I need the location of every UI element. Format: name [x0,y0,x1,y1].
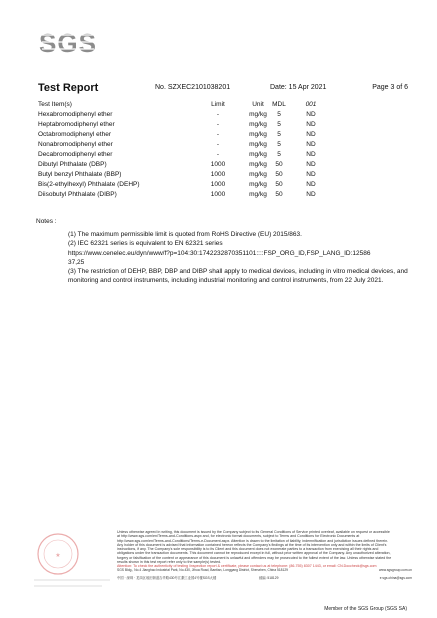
note-1: (1) The maximum permissible limit is quoted from RoHS Directive (EU) 2015/863. [68,231,302,238]
cell-limit: - [216,131,220,138]
address-line-cn [117,574,412,582]
cell-limit: 1000 [210,161,226,168]
website-link[interactable]: www.sgsgroup.com.cn [379,568,412,572]
cell-limit: 1000 [210,191,226,198]
footer-disclaimer [117,530,393,569]
address-cn: 中国 · 深圳 · 龙岗区坂田街道吉华路430号江灏工业园4号楼SGS大楼 [117,576,217,580]
table-row [38,170,368,180]
cell-limit: 1000 [210,181,226,188]
svg-text:★: ★ [55,552,61,559]
cell-unit: mg/kg [249,111,267,118]
note-2-url[interactable]: https://www.cenelec.eu/dyn/www/f?p=104:30:1742232870351101::::FSP_ORG_ID,FSP_LANG_ID:12586 [68,249,371,257]
seal-area [32,528,112,598]
cell-item: Heptabromodiphenyl ether [38,121,115,128]
sgs-logo [38,22,98,66]
cell-item: Nonabromodiphenyl ether [38,141,113,148]
cell-item: Butyl benzyl Phthalate (BBP) [38,171,122,178]
cell-limit: - [216,151,220,158]
cell-item: Diisobutyl Phthalate (DIBP) [38,191,117,198]
table-row [38,150,368,160]
cell-mdl: 5 [277,131,281,138]
cell-item: Bis(2-ethylhexyl) Phthalate (DEHP) [38,181,140,188]
report-number: No. SZXEC2101038201 [155,84,231,91]
cell-limit: - [216,121,220,128]
cell-mdl: 50 [275,191,283,198]
table-row [38,190,368,200]
table-row [38,180,368,190]
cell-result: ND [306,121,316,128]
authenticity-notice: Attention: To check the authenticity of testing /inspection report & certificate, please contact us at telephone: (86-755) 8307 1443, or email: CN.Doccheck@sgs.com [117,564,377,569]
cell-unit: mg/kg [249,181,267,188]
cell-mdl: 5 [277,141,281,148]
notes-title: Notes : [36,218,57,225]
col-header-mdl: MDL [272,101,286,108]
cell-item: Hexabromodiphenyl ether [38,111,113,118]
cell-item: Octabromodiphenyl ether [38,131,111,138]
cell-unit: mg/kg [249,151,267,158]
report-title: Test Report [38,82,99,94]
table-row [38,110,368,120]
footer-address [117,566,412,582]
cell-mdl: 50 [275,161,283,168]
cell-result: ND [306,131,316,138]
col-header-item: Test Item(s) [38,101,72,108]
cell-mdl: 50 [275,171,283,178]
cell-unit: mg/kg [249,131,267,138]
cell-unit: mg/kg [249,121,267,128]
postcode: 邮编: 518129 [259,576,279,580]
table-row [38,130,368,140]
note-3: (3) The restriction of DEHP, BBP, DBP and DIBP shall apply to medical devices, including in vitro medical devices, and monitoring and control instruments, including industrial monitoring and control instruments, from 22 July 2021. [68,268,408,285]
results-table [38,100,368,200]
disclaimer-text: Unless otherwise agreed in writing, this document is issued by the Company subject to its General Conditions of Service printed overleaf, available on request or accessible at http://www.sgs.com/en/Terms-and-Conditions.aspx and, for electronic format documents, subject to Terms and Conditions for Electronic Documents at http://www.sgs.com/en/Terms-and-Conditions/Terms-e-Document.aspx. Attention is drawn to the limitation of liability, indemnification and jurisdiction issues defined therein. Any holder of this document is advised that information contained hereon reflects the Company's findings at the time of its intervention only and within the limits of Client's instructions, if any. The Company's sole responsibility is to its Client and this document does not exonerate parties to a transaction from exercising all their rights and obligations under the transaction documents. This document cannot be reproduced except in full, without prior written approval of the Company. Any unauthorized alteration, forgery or falsification of the content or appearance of this document is unlawful and offenders may be prosecuted to the fullest extent of the law. Unless otherwise stated the results shown in this test report refer only to the sample(s) tested. [117,530,392,565]
table-row [38,140,368,150]
cell-limit: 1000 [210,171,226,178]
email-link[interactable]: e sgs.china@sgs.com [379,576,412,580]
cell-mdl: 5 [277,111,281,118]
col-header-unit: Unit [252,101,264,108]
table-row [38,120,368,130]
cell-result: ND [306,191,316,198]
cell-item: Dibutyl Phthalate (DBP) [38,161,107,168]
cell-result: ND [306,111,316,118]
cell-limit: - [216,141,220,148]
report-date: Date: 15 Apr 2021 [270,84,327,91]
cell-item: Decabromodiphenyl ether [38,151,113,158]
report-header [38,82,408,96]
cell-mdl: 5 [277,151,281,158]
col-header-limit: Limit [211,101,225,108]
col-header-result: 001 [305,101,317,108]
cell-unit: mg/kg [249,161,267,168]
page-number: Page 3 of 6 [372,84,408,91]
cell-result: ND [306,161,316,168]
cell-mdl: 50 [275,181,283,188]
notes-list [68,230,408,286]
note-2: (2) IEC 62321 series is equivalent to EN 62321 series [68,240,223,248]
cell-result: ND [306,171,316,178]
cell-unit: mg/kg [249,171,267,178]
cell-unit: mg/kg [249,141,267,148]
cell-unit: mg/kg [249,191,267,198]
note-2-url-cont[interactable]: 37,25 [68,258,85,266]
cell-result: ND [306,151,316,158]
address-en: SGS Bldg., No.4 Jianghao Industrial Park, No.430, Jihua Road, Bantian, Longgang District, Shenzhen, China 518129 [117,568,288,572]
table-row [38,160,368,170]
cell-limit: - [216,111,220,118]
cell-result: ND [306,141,316,148]
table-header-row [38,100,368,110]
cell-mdl: 5 [277,121,281,128]
sgs-logo-text: SGS [39,28,97,58]
member-line: Member of the SGS Group (SGS SA) [324,606,407,612]
cell-result: ND [306,181,316,188]
address-line-en [117,566,412,574]
